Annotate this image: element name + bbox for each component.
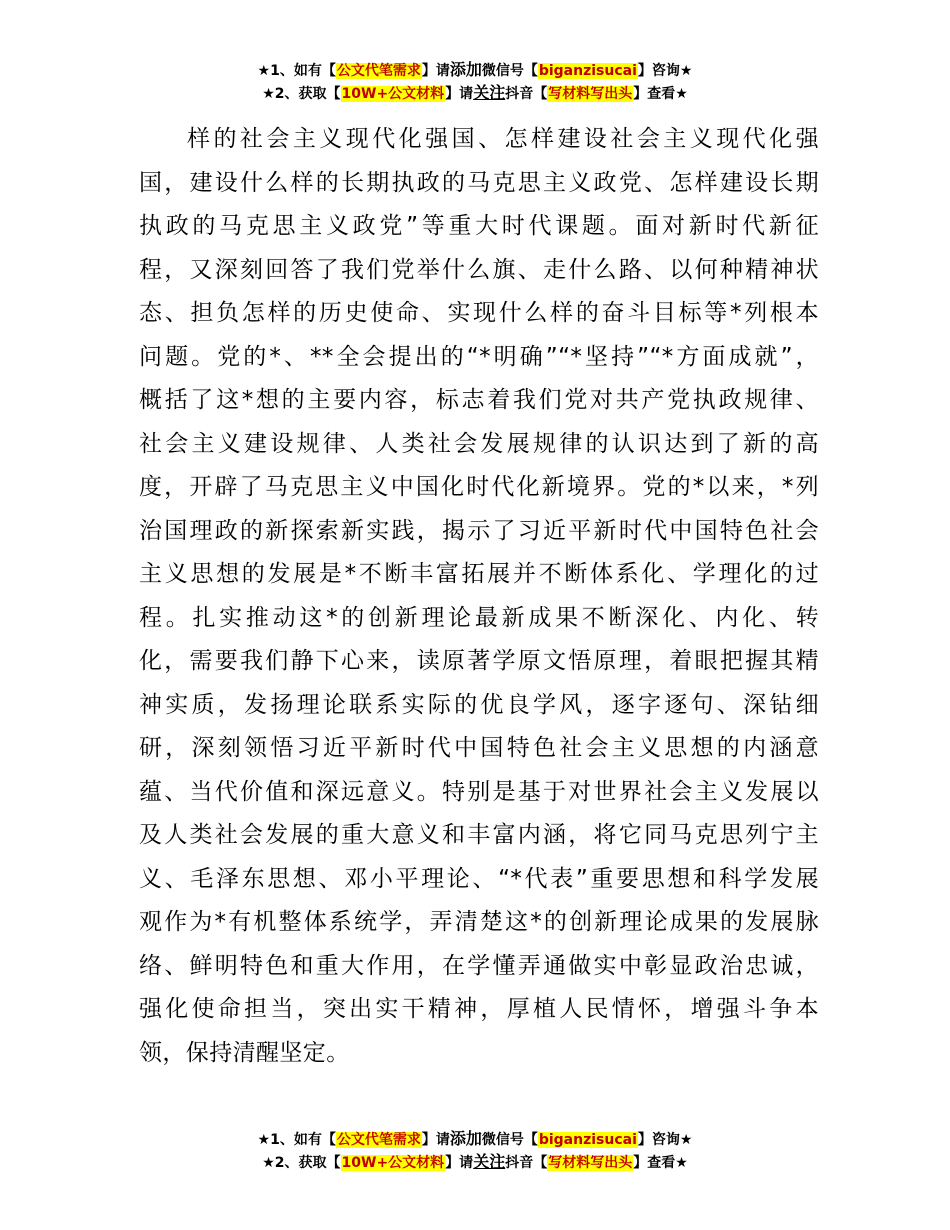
- banner-text: 微信号【: [481, 63, 538, 79]
- banner-prefix: ★2、获取【: [262, 86, 341, 102]
- highlight-service: 公文代笔需求: [336, 63, 421, 79]
- banner-text: 微信号【: [481, 1132, 538, 1148]
- banner-prefix: ★1、如有【: [257, 1132, 336, 1148]
- banner-text: 】请: [421, 1132, 450, 1148]
- body-line: 执政的马克思主义政党”等重大时代课题。面对新时代新征: [139, 213, 819, 239]
- body-line: 蕴、当代价值和深远意义。特别是基于对世界社会主义发展以: [139, 778, 819, 805]
- banner-text: 抖音【: [505, 1155, 548, 1171]
- header-banner: [0, 59, 950, 105]
- body-line: 度，开辟了马克思主义中国化时代化新境界。党的*以来，*列: [139, 474, 819, 500]
- body-line: 观作为*有机整体系统学，弄清楚这*的创新理论成果的发展脉: [139, 909, 819, 935]
- banner-suffix: 】查看★: [633, 1155, 688, 1171]
- body-line: 强化使命担当，突出实干精神，厚植人民情怀，增强斗争本: [139, 996, 819, 1022]
- body-line: 样的社会主义现代化强国、怎样建设社会主义现代化强: [187, 126, 819, 152]
- banner-line-2: [0, 1151, 950, 1174]
- banner-prefix: ★1、如有【: [257, 63, 336, 79]
- body-line: 程，又深刻回答了我们党举什么旗、走什么路、以何种精神状: [139, 256, 819, 283]
- body-line: 问题。党的*、**全会提出的“*明确”“*坚持”“*方面成就”，: [139, 343, 819, 370]
- banner-line-2: [0, 82, 950, 105]
- body-line: 领，保持清醒坚定。: [139, 1039, 350, 1066]
- body-line: 及人类社会发展的重大意义和丰富内涵，将它同马克思列宁主: [139, 822, 819, 848]
- highlight-douyin-id: 写材料写出头: [548, 86, 633, 102]
- banner-line-1: [0, 59, 950, 82]
- body-line: 义、毛泽东思想、邓小平理论、“*代表”重要思想和科学发展: [139, 865, 819, 892]
- body-line: 研，深刻领悟习近平新时代中国特色社会主义思想的内涵意: [139, 735, 819, 761]
- highlight-wechat-id: biganzisucai: [538, 63, 637, 79]
- banner-emphasis: 添加: [449, 1129, 482, 1148]
- body-line: 神实质，发扬理论联系实际的优良学风，逐字逐句、深钻细: [139, 691, 819, 718]
- highlight-douyin-id: 写材料写出头: [548, 1155, 633, 1171]
- highlight-materials: 10W+公文材料: [341, 1155, 445, 1171]
- banner-text: 】请: [421, 63, 450, 79]
- highlight-service: 公文代笔需求: [336, 1132, 421, 1148]
- body-line: 社会主义建设规律、人类社会发展规律的认识达到了新的高: [139, 430, 819, 457]
- banner-suffix: 】查看★: [633, 86, 688, 102]
- footer-banner: [0, 1128, 950, 1174]
- body-line: 态、担负怎样的历史使命、实现什么样的奋斗目标等*列根本: [139, 300, 819, 326]
- banner-emphasis: 添加: [449, 60, 482, 79]
- banner-prefix: ★2、获取【: [262, 1155, 341, 1171]
- banner-suffix: 】咨询★: [637, 63, 693, 79]
- body-line: 化，需要我们静下心来，读原著学原文悟原理，着眼把握其精: [139, 648, 819, 674]
- banner-text: 】请: [445, 86, 474, 102]
- highlight-materials: 10W+公文材料: [341, 86, 445, 102]
- highlight-wechat-id: biganzisucai: [538, 1132, 637, 1148]
- banner-text: 】请: [445, 1155, 474, 1171]
- banner-emphasis: 关注: [473, 1152, 506, 1171]
- body-line: 治国理政的新探索新实践，揭示了习近平新时代中国特色社会: [139, 517, 819, 544]
- body-line: 程。扎实推动这*的创新理论最新成果不断深化、内化、转: [139, 604, 819, 631]
- banner-text: 抖音【: [505, 86, 548, 102]
- body-line: 络、鲜明特色和重大作用，在学懂弄通做实中彰显政治忠诚，: [139, 952, 819, 979]
- body-line: 概括了这*想的主要内容，标志着我们党对共产党执政规律、: [139, 387, 819, 413]
- body-line: 主义思想的发展是*不断丰富拓展并不断体系化、学理化的过: [139, 561, 819, 587]
- banner-suffix: 】咨询★: [637, 1132, 693, 1148]
- body-line: 国，建设什么样的长期执政的马克思主义政党、怎样建设长期: [139, 169, 819, 196]
- banner-line-1: [0, 1128, 950, 1151]
- banner-emphasis: 关注: [473, 83, 506, 102]
- document-body: [139, 118, 819, 1075]
